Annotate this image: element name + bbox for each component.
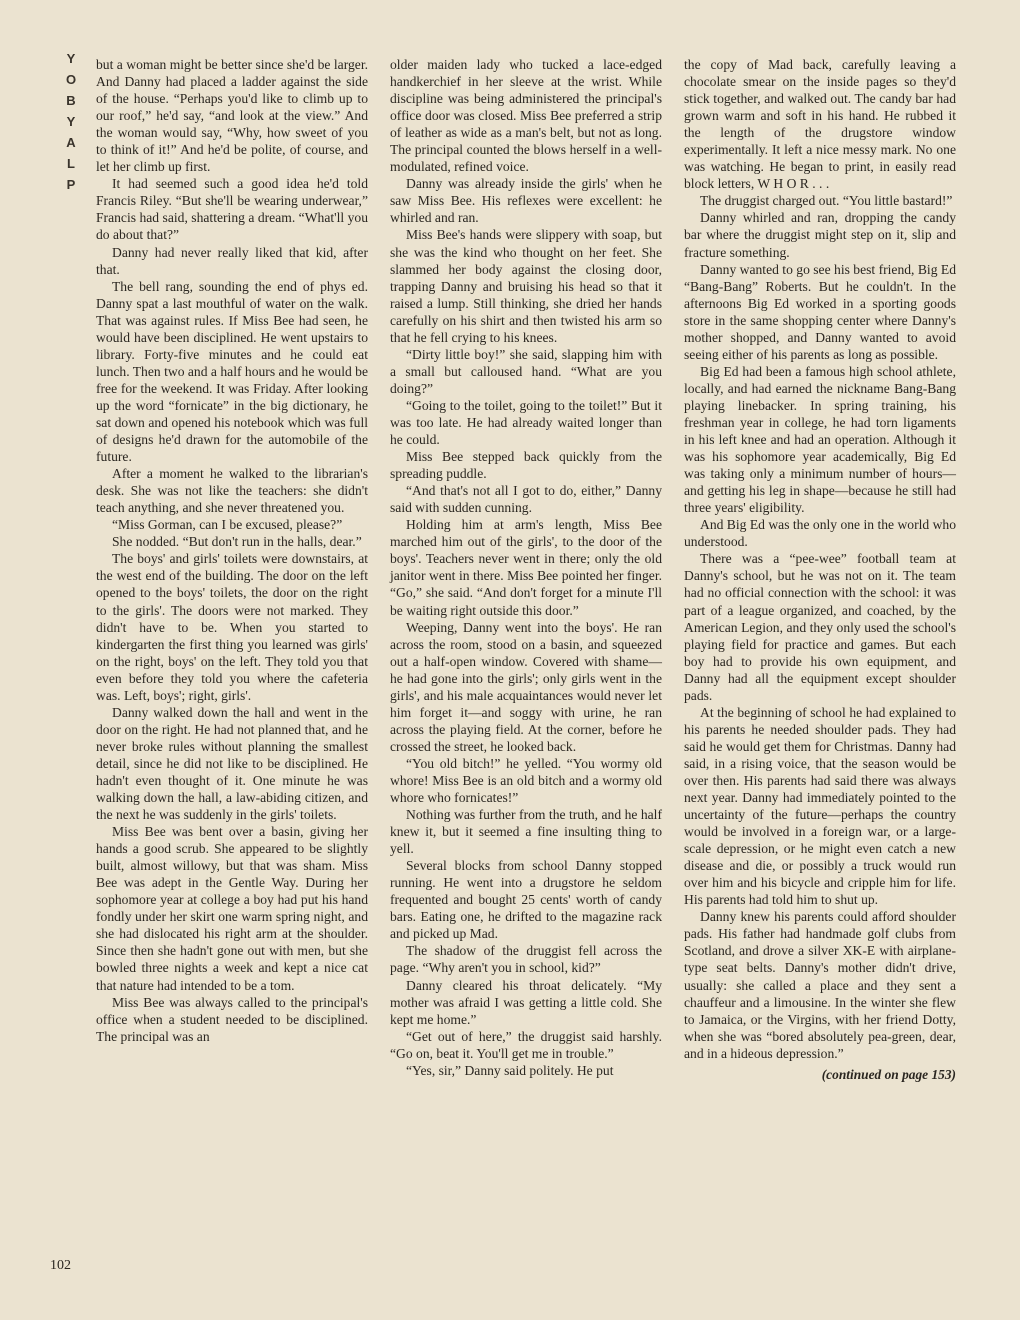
page-number: 102 <box>50 1258 71 1273</box>
masthead-letter: A <box>66 135 76 150</box>
paragraph: Nothing was further from the truth, and he half knew it, but it seemed a fine insulting thing to yell. <box>390 807 662 857</box>
paragraph: “Miss Gorman, can I be excused, please?” <box>112 517 343 533</box>
paragraph: She nodded. “But don't run in the halls, dear.” <box>112 534 362 550</box>
paragraph: older maiden lady who tucked a lace-edged handkerchief in her sleeve at the wrist. While discipline was being administered the principal's office door was closed. Miss Bee preferred a strip of leather as wide as a man's belt, but not as long. The principal counted the blows herself in a well-modulated, refined voice. <box>390 57 662 175</box>
text-column-3 <box>684 56 956 1083</box>
paragraph: Miss Bee's hands were slippery with soap, but she was the kind who thought on her feet. She slammed her body against the closing door, trapping Danny and bruising his head so that it raised a lump. Still thinking, she dried her hands carefully on his shirt and then twisted his arm so that he fell crying to his knees. <box>390 227 662 345</box>
paragraph: At the beginning of school he had explained to his parents he needed shoulder pads. They had said he would get them for Christmas. Danny had said, in a rising voice, that the season would be over then. His parents had said there was always next year. Danny had immediately pointed to the uncertainty of the future—perhaps the country would be involved in a foreign war, or a large-scale depression, or he might even catch a new disease and die, or possibly a truck would run over him and his bicycle and cripple him for life. His parents had told him to shut up. <box>684 704 956 908</box>
paragraph: The boys' and girls' toilets were downstairs, at the west end of the building. The door on the left opened to the boys' toilets, the door on the right to the girls'. The doors were not marked. They didn't have to be. When you started to kindergarten the first thing you learned was girls' on the right, boys' on the left. They told you that even before they told you where the cafeteria was. Left, boys'; right, girls'. <box>96 551 368 703</box>
paragraph: The druggist charged out. “You little bastard!” <box>700 193 953 209</box>
text-column-1 <box>96 56 368 1045</box>
continued-note: (continued on page 153) <box>821 1066 956 1082</box>
paragraph: Miss Bee stepped back quickly from the spreading puddle. <box>390 449 662 482</box>
paragraph: “Dirty little boy!” she said, slapping him with a small but calloused hand. “What are you doing?” <box>390 346 662 396</box>
paragraph: There was a “pee-wee” football team at Danny's school, but he was not on it. The team had no official connection with the school: it was part of a league organized, and coached, by the American Legion, and they only used the school's playing field for practice and games. But each boy had to provide his own equipment, and Danny had all the equipment except shoulder pads. <box>684 551 956 703</box>
masthead-letter: B <box>66 93 76 108</box>
paragraph: “And that's not all I got to do, either,” Danny said with sudden cunning. <box>390 483 662 516</box>
masthead-vertical <box>58 48 84 195</box>
paragraph: the copy of Mad back, carefully leaving a chocolate smear on the inside pages so they'd stick together, and walked out. The candy bar had grown warm and soft in his hand. He rubbed it the length of the drugstore window experimentally. It left a nice messy mark. No one was watching. He began to print, in easily read block letters, W H O R . . . <box>684 57 956 192</box>
paragraph: but a woman might be better since she'd be larger. And Danny had placed a ladder against the side of the house. “Perhaps you'd like to climb up to our roof,” he'd say, “and look at the view.” And the woman would say, “Why, how sweet of you to think of it!” And he'd be polite, of course, and let her climb up first. <box>96 57 368 175</box>
masthead-letter: L <box>67 156 75 171</box>
paragraph: Danny cleared his throat delicately. “My mother was afraid I was getting a little cold. She kept me home.” <box>390 977 662 1027</box>
paragraph: The shadow of the druggist fell across the page. “Why aren't you in school, kid?” <box>390 943 662 976</box>
paragraph: Danny wanted to go see his best friend, Big Ed “Bang-Bang” Roberts. But he couldn't. In the afternoons Big Ed worked in a sporting goods store in the same shopping center where Danny's mother shopped, and Danny wanted to avoid seeing either of his parents as long as possible. <box>684 261 956 362</box>
paragraph: Danny had never really liked that kid, after that. <box>96 244 368 277</box>
paragraph: Weeping, Danny went into the boys'. He ran across the room, stood on a basin, and squeezed out a half-open window. Covered with shame—he had gone into the girls'; only girls went in the girls', and his male acquaintances would never let him forget it—and soggy with urine, he ran across the playing field. At the corner, before he crossed the street, he looked back. <box>390 619 662 754</box>
text-column-2 <box>390 56 662 1079</box>
paragraph: Holding him at arm's length, Miss Bee marched him out of the girls', to the door of the boys'. Teachers never went in there; only the old janitor went in there. Miss Bee pointed her finger. “Go,” she said. “And don't forget for a minute I'll be waiting right outside this door.” <box>390 517 662 618</box>
paragraph: Big Ed had been a famous high school athlete, locally, and had earned the nickname Bang-Bang playing linebacker. In spring training, his freshman year in college, he had torn ligaments in his left knee and had an operation. Although it was his sophomore year academically, Big Ed was taking only a minimum number of hours—and getting his leg in shape—because he still had three years' eligibility. <box>684 363 956 516</box>
paragraph: “Yes, sir,” Danny said politely. He put <box>406 1062 614 1078</box>
masthead-letter: O <box>65 72 77 87</box>
paragraph: And Big Ed was the only one in the world who understood. <box>684 517 956 550</box>
paragraph: It had seemed such a good idea he'd told Francis Riley. “But she'll be wearing underwear,” Francis had said, shattering a dream. “What'll you do about that?” <box>96 176 368 243</box>
masthead-letter: Y <box>66 51 76 66</box>
masthead-letter: P <box>66 177 76 192</box>
paragraph: Danny whirled and ran, dropping the candy bar where the druggist might step on it, slip and fracture something. <box>684 210 956 260</box>
paragraph: After a moment he walked to the librarian's desk. She was not like the teachers: she didn't teach anything, and she never threatened you. <box>96 466 368 516</box>
paragraph: “You old bitch!” he yelled. “You wormy old whore! Miss Bee is an old bitch and a wormy old whore who fornicates!” <box>390 755 662 806</box>
paragraph: Miss Bee was always called to the principal's office when a student needed to be disciplined. The principal was an <box>96 994 368 1044</box>
paragraph: Several blocks from school Danny stopped running. He went into a drugstore he seldom frequented and bought 25 cents' worth of candy bars. Eating one, he drifted to the magazine rack and picked up Mad. <box>390 858 662 942</box>
paragraph: Miss Bee was bent over a basin, giving her hands a good scrub. She appeared to be slightly built, almost willowy, but that was sham. Miss Bee was adept in the Gentle Way. During her sophomore year at college a boy had put his hand fondly under her skirt one warm spring night, and she had dislocated his right arm at the shoulder. Since then she hadn't gone out with men, but she bowled three nights a week and kept a nice cat that nature had intended to be a tom. <box>96 824 368 993</box>
paragraph: Danny was already inside the girls' when he saw Miss Bee. His reflexes were excellent: he whirled and ran. <box>390 176 662 226</box>
paragraph: “Going to the toilet, going to the toilet!” But it was too late. He had already waited longer than he could. <box>390 397 662 448</box>
paragraph: Danny walked down the hall and went in the door on the right. He had not planned that, and he never broke rules without planning the smallest detail, since he did not like to be disciplined. He hadn't even thought of it. One minute he was walking down the hall, a law-abiding citizen, and the next he was suddenly in the girls' toilets. <box>96 704 368 823</box>
paragraph: The bell rang, sounding the end of phys ed. Danny spat a last mouthful of water on the walk. That was against rules. If Miss Bee had seen, he would have been disciplined. He went upstairs to library. Forty-five minutes and he could eat lunch. Then two and a half hours and he would be free for the weekend. It was Friday. After looking up the word “fornicate” in the big dictionary, he sat down and opened his notebook which was full of designs he'd drawn for the automobile of the future. <box>96 278 368 465</box>
masthead-letter: Y <box>66 114 76 129</box>
paragraph: “Get out of here,” the druggist said harshly. “Go on, beat it. You'll get me in trouble.” <box>390 1028 662 1061</box>
paragraph: Danny knew his parents could afford shoulder pads. His father had handmade golf clubs from Scotland, and drove a silver XK-E with airplane-type seat belts. Danny's mother didn't drive, usually: she called a place and they sent a chauffeur and a limousine. In the winter she flew to Jamaica, or the Virgins, with her friend Dotty, when she was “bored absolutely pea-green, dear, and in a hideous depression.” <box>684 909 956 1061</box>
